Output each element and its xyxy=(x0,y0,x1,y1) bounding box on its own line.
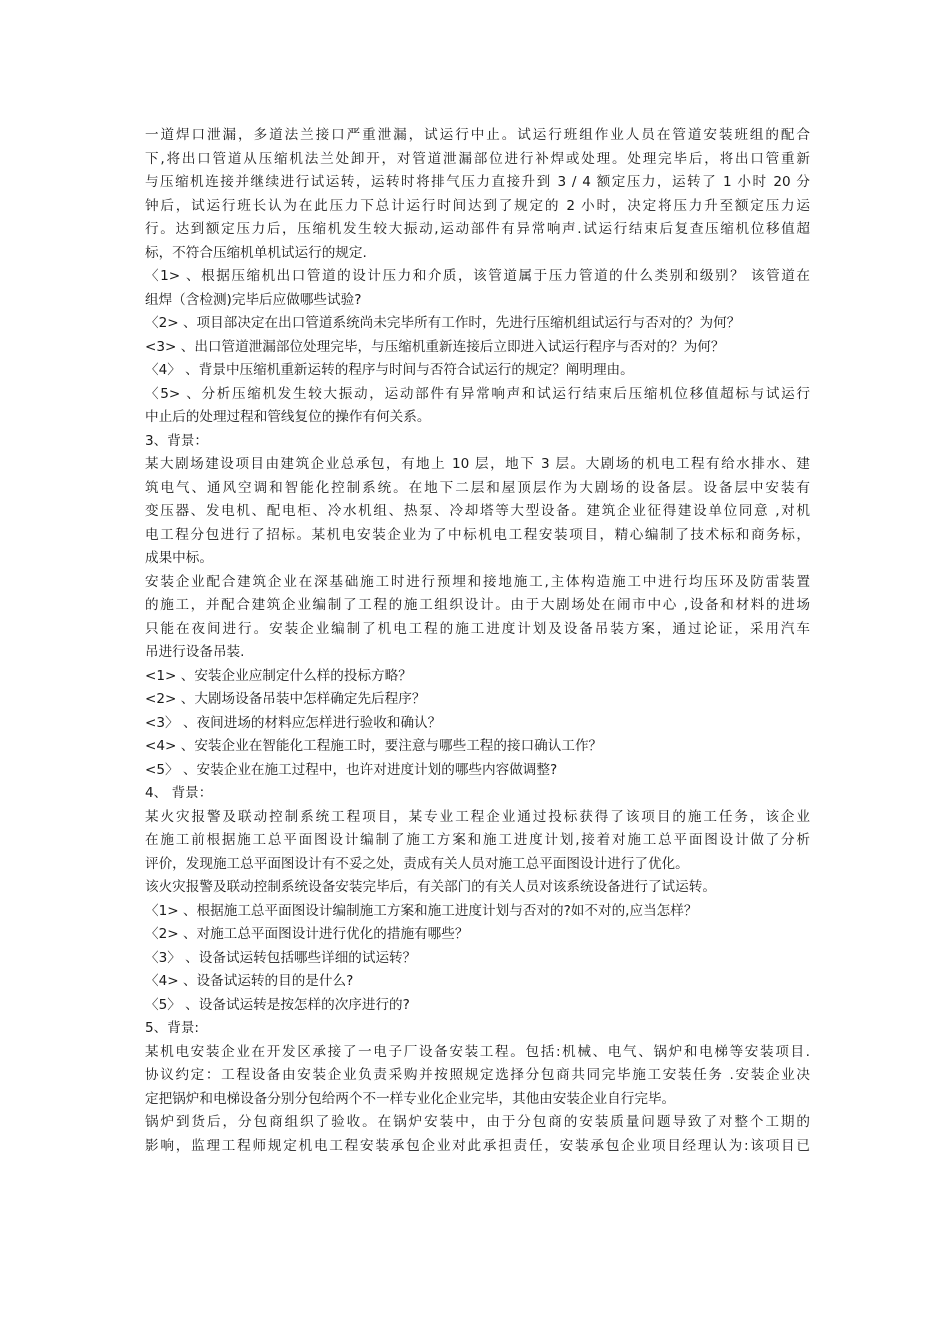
question-line: 中止后的处理过程和管线复位的操作有何关系。 xyxy=(145,409,431,425)
question-line: 〈2> 、项目部决定在出口管道系统尚未完毕所有工作时，先进行压缩机组试运行与否对的？为何？ xyxy=(145,315,741,331)
section-heading: 5、背景: xyxy=(145,1020,200,1036)
text-line: 该火灾报警及联动控制系统设备安装完毕后，有关部门的有关人员对该系统设备进行了试运转。 xyxy=(145,879,716,895)
text-line: 在施工前根据施工总平面图设计编制了施工方案和施工进度计划,接着对施工总平面图设计做了分析 xyxy=(145,832,810,848)
question-line: 〈5〉 、设备试运转是按怎样的次序进行的? xyxy=(145,996,410,1013)
question-line: <1> 、安装企业应制定什么样的投标方略？ xyxy=(145,667,412,684)
text-line: 钟后，试运行班长认为在此压力下总计运行时间达到了规定的 2 小时，决定将压力升至额定压力运 xyxy=(145,197,810,214)
text-line: 只能在夜间进行。安装企业编制了机电工程的施工进度计划及设备吊装方案，通过论证，采用汽车 xyxy=(145,620,810,637)
text-line: 某大剧场建设项目由建筑企业总承包，有地上 10 层，地下 3 层。大剧场的机电工程有给水排水、建 xyxy=(145,456,810,472)
text-line: 标，不符合压缩机单机试运行的规定. xyxy=(145,244,367,261)
text-line: 影响，监理工程师规定机电工程安装承包企业对此承担责任，安装承包企业项目经理认为:该项目已 xyxy=(145,1137,810,1154)
text-line: 锅炉到货后，分包商组织了验收。在锅炉安装中，由于分包商的安装质量问题导致了对整个工期的 xyxy=(145,1114,810,1130)
text-line: 筑电气、通风空调和智能化控制系统。在地下二层和屋顶层作为大剧场的设备层。设备层中安装有 xyxy=(145,479,810,496)
text-line: 与压缩机连接并继续进行试运转，运转时将排气压力直接升到 3 / 4 额定压力，运转了 1 小时 20 分 xyxy=(145,174,810,190)
text-line: 一道焊口泄漏，多道法兰接口严重泄漏，试运行中止。试运行班组作业人员在管道安装班组的配合 xyxy=(145,127,810,143)
document-body xyxy=(145,124,810,1158)
question-line: 组焊（含检测)完毕后应做哪些试验? xyxy=(145,291,362,308)
question-line: <3〉 、夜间进场的材料应怎样进行验收和确认？ xyxy=(145,714,442,731)
question-line: 〈4〉 、背景中压缩机重新运转的程序与时间与否符合试运行的规定？阐明理由。 xyxy=(145,362,634,378)
question-line: <2> 、大剧场设备吊装中怎样确定先后程序？ xyxy=(145,691,426,707)
question-line: 〈4> 、设备试运转的目的是什么? xyxy=(145,973,354,989)
section-heading: 4、 背景： xyxy=(145,785,213,801)
question-line: <3> 、出口管道泄漏部位处理完毕，与压缩机重新连接后立即进入试运行程序与否对的？为何？ xyxy=(145,338,725,355)
question-line: <4> 、安装企业在智能化工程施工时，要注意与哪些工程的接口确认工作？ xyxy=(145,738,603,754)
text-line: 变压器、发电机、配电柜、冷水机组、热泵、冷却塔等大型设备。建筑企业征得建设单位同意 ,对机 xyxy=(145,503,810,519)
question-line: 〈3〉 、设备试运转包括哪些详细的试运转？ xyxy=(145,949,417,966)
text-line: 协议约定：工程设备由安装企业负责采购并按照规定选择分包商共同完毕施工安装任务 .安装企业决 xyxy=(145,1067,810,1083)
text-line: 评价，发现施工总平面图设计有不妥之处，责成有关人员对施工总平面图设计进行了优化。 xyxy=(145,855,689,872)
text-line: 吊进行设备吊装. xyxy=(145,644,245,660)
question-line: 〈2> 、对施工总平面图设计进行优化的措施有哪些？ xyxy=(145,926,469,942)
question-line: 〈1> 、根据压缩机出口管道的设计压力和介质，该管道属于压力管道的什么类别和级别？ 该管道在 xyxy=(145,268,810,284)
question-line: <5〉 、安装企业在施工过程中，也许对进度计划的哪些内容做调整? xyxy=(145,761,558,778)
text-line: 成果中标。 xyxy=(145,550,213,566)
text-line: 某火灾报警及联动控制系统工程项目，某专业工程企业通过投标获得了该项目的施工任务，该企业 xyxy=(145,808,810,825)
text-line: 的施工，并配合建筑企业编制了工程的施工组织设计。由于大剧场处在闹市中心 ,设备和材料的进场 xyxy=(145,597,810,613)
text-line: 某机电安装企业在开发区承接了一电子厂设备安装工程。包括:机械、电气、锅炉和电梯等安装项目. xyxy=(145,1043,810,1060)
text-line: 下,将出口管道从压缩机法兰处卸开，对管道泄漏部位进行补焊或处理。处理完毕后，将出口管重新 xyxy=(145,150,810,167)
text-line: 行。达到额定压力后，压缩机发生较大振动,运动部件有异常响声.试运行结束后复查压缩机位移值超 xyxy=(145,221,810,237)
question-line: 〈1> 、根据施工总平面图设计编制施工方案和施工进度计划与否对的?如不对的,应当怎样？ xyxy=(145,902,698,919)
section-heading: 3、背景： xyxy=(145,432,209,449)
text-line: 安装企业配合建筑企业在深基础施工时进行预埋和接地施工,主体构造施工中进行均压环及防雷装置 xyxy=(145,573,810,590)
text-line: 定把锅炉和电梯设备分别分包给两个不一样专业化企业完毕，其他由安装企业自行完毕。 xyxy=(145,1090,676,1107)
text-line: 电工程分包进行了招标。某机电安装企业为了中标机电工程安装项目，精心编制了技术标和商务标， xyxy=(145,526,810,543)
question-line: 〈5> 、分析压缩机发生较大振动，运动部件有异常响声和试运行结束后压缩机位移值超标与试运行 xyxy=(145,385,810,402)
